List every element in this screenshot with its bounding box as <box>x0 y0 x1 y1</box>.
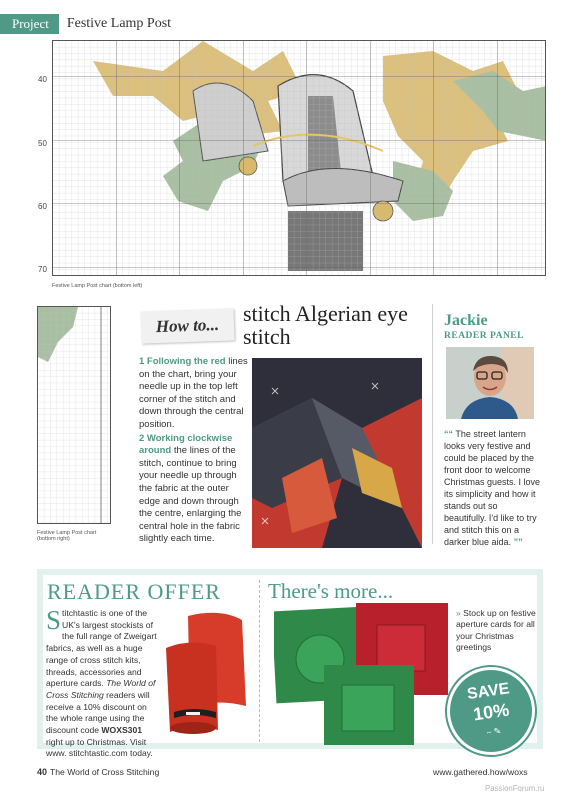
footer-url: www.gathered.how/woxs <box>433 767 528 777</box>
signature-icon: ~ ✎ <box>485 725 502 738</box>
more-text-body: Stock up on festive aperture cards for all your Christmas greetings <box>456 608 536 652</box>
chart-caption: Festive Lamp Post chart (bottom left) <box>52 283 143 289</box>
panel-divider <box>432 304 433 544</box>
how-to-title: stitch Algerian eye stitch <box>243 301 408 349</box>
fabric-roll-image <box>160 608 252 738</box>
panel-quote <box>444 428 542 548</box>
step-2-text: the lines of the stitch, continue to bring your needle up through the fabric at the outer edge and down through the centre, enlarging the central hole in the fabric slightly each time. <box>139 445 242 545</box>
offer-magazine-name: The World of Cross Stitching <box>46 678 156 700</box>
watermark: PassionForum.ru <box>485 784 545 793</box>
more-text <box>456 608 536 653</box>
page-number: 40 <box>37 767 48 777</box>
offer-text-b: readers will receive a 10% discount on the whole range using the discount code <box>46 689 150 736</box>
aperture-cards-image <box>274 603 452 745</box>
bullet-icon: » <box>456 608 461 618</box>
offer-divider <box>259 580 260 742</box>
magazine-name: The World of Cross Stitching <box>50 767 160 777</box>
step-2-lead: 2 Working clockwise around <box>139 432 233 457</box>
chart-row-number: 70 <box>38 265 47 274</box>
step-1 <box>139 356 249 432</box>
chart-caption-small: Festive Lamp Post chart (bottom right) <box>37 530 97 542</box>
badge-line2: 10% <box>471 699 511 725</box>
panel-label: READER PANEL <box>444 331 524 341</box>
chart-row-number: 60 <box>38 202 47 211</box>
offer-text-c: right up to Christmas. Visit www. stitchtastic.com today. <box>46 736 153 759</box>
quote-close-icon: ”” <box>513 537 523 547</box>
cross-stitch-chart-main <box>52 40 546 276</box>
cross-stitch-chart-small <box>37 306 111 524</box>
more-title: There's more... <box>268 579 394 603</box>
panel-quote-text: The street lantern looks very festive and could be placed by the front door to welcome Christmas guests. I love its simplicity and how it stands out so beautifully. I'd like to try and stitch this on a darker blue aida. <box>444 429 541 547</box>
panel-name: Jackie <box>444 312 488 329</box>
step-1-text: lines on the chart, bring your needle up in the top left corner of the stitch and down through the central position. <box>139 356 248 430</box>
avatar <box>446 347 534 419</box>
step-1-lead: 1 Following the red <box>139 356 226 367</box>
page-header <box>0 14 171 34</box>
stitched-lantern-photo <box>252 358 422 548</box>
offer-title: READER OFFER <box>47 579 221 604</box>
badge-line1: SAVE <box>466 680 511 704</box>
offer-text-a: titchtastic is one of the UK's largest stockists of the full range of Zweigart fabrics, as well as a huge range of cross stitch kits, threads, accessories and aperture cards. <box>46 608 157 689</box>
offer-dropcap: S <box>46 605 62 635</box>
offer-text <box>46 605 160 760</box>
quote-open-icon: ““ <box>444 429 453 439</box>
chart-row-number: 50 <box>38 139 47 148</box>
footer-left <box>37 767 159 777</box>
page-title: Festive Lamp Post <box>66 16 172 31</box>
how-to-label: How to... <box>155 314 220 337</box>
how-to-instructions <box>139 356 249 547</box>
section-tag: Project <box>0 14 59 34</box>
discount-code: WOXS301 <box>101 725 143 736</box>
how-to-tab <box>140 308 234 343</box>
step-2 <box>139 433 249 546</box>
chart-row-number: 40 <box>38 75 47 84</box>
